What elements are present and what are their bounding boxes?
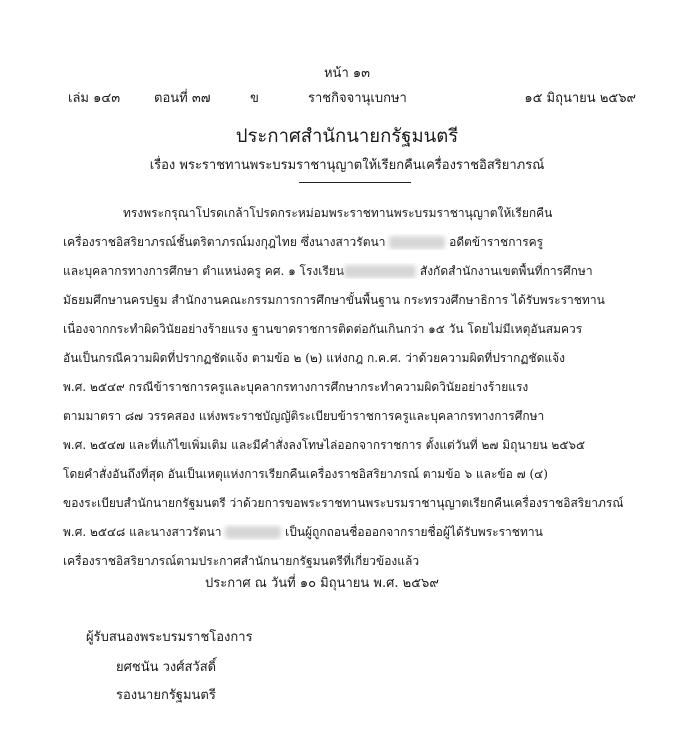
announcement-date-line: ประกาศ ณ วันที่ ๑๐ มิถุนายน พ.ศ. ๒๕๖๙ bbox=[205, 576, 439, 591]
volume-label: เล่ม ๑๔๓ bbox=[68, 91, 121, 106]
announcement-title: ประกาศสำนักนายกรัฐมนตรี bbox=[235, 126, 459, 147]
publication-date: ๑๕ มิถุนายน ๒๕๖๙ bbox=[524, 91, 636, 106]
body-line: ของระเบียบสำนักนายกรัฐมนตรี ว่าด้วยการขอพระราชทานพระบรมราชานุญาตเรียกคืนเครื่องราชอิสริยาภรณ์ bbox=[63, 496, 624, 510]
redacted-school-name bbox=[344, 265, 416, 278]
body-line: เนื่องจากกระทำผิดวินัยอย่างร้ายแรง ฐานขาดราชการติดต่อกันเกินกว่า ๑๕ วัน โดยไม่มีเหตุอันสมควร bbox=[63, 322, 583, 336]
countersign-role: ผู้รับสนองพระบรมราชโองการ bbox=[86, 630, 253, 645]
announcement-subject: เรื่อง พระราชทานพระบรมราชานุญาตให้เรียกคืนเครื่องราชอิสริยาภรณ์ bbox=[149, 158, 545, 173]
redacted-surname bbox=[389, 236, 445, 249]
body-line: พ.ศ. ๒๕๔๗ และที่แก้ไขเพิ่มเติม และมีคำสั่งลงโทษไล่ออกจากราชการ ตั้งแต่วันที่ ๒๗ มิถุนายน ๒๕๖๕ bbox=[63, 438, 586, 452]
body-line: โดยคำสั่งอันถึงที่สุด อันเป็นเหตุแห่งการเรียกคืนเครื่องราชอิสริยาภรณ์ ตามข้อ ๖ และข้อ ๗ (๔) bbox=[63, 467, 548, 481]
body-line: พ.ศ. ๒๕๔๙ กรณีข้าราชการครูและบุคลากรทางการศึกษากระทำความผิดวินัยอย่างร้ายแรง bbox=[63, 380, 529, 394]
title-divider bbox=[299, 182, 411, 183]
signatory-name: ยศชนัน วงศ์สวัสดิ์ bbox=[116, 660, 217, 675]
page-number: หน้า ๑๓ bbox=[323, 66, 371, 81]
body-line: ทรงพระกรุณาโปรดเกล้าโปรดกระหม่อมพระราชทานพระบรมราชานุญาตให้เรียกคืน bbox=[123, 206, 553, 220]
publication-name: ราชกิจจานุเบกษา bbox=[308, 91, 407, 106]
body-line: อันเป็นกรณีความผิดที่ปรากฏชัดแจ้ง ตามข้อ ๒ (๒) แห่งกฎ ก.ค.ศ. ว่าด้วยความผิดที่ปรากฏชัดแจ้ง bbox=[63, 351, 565, 365]
body-line: ตามมาตรา ๘๗ วรรคสอง แห่งพระราชบัญญัติระเบียบข้าราชการครูและบุคลากรทางการศึกษา bbox=[63, 409, 545, 423]
body-line: เครื่องราชอิสริยาภรณ์ชั้นตริตาภรณ์มงกุฎไทย ซึ่งนางสาวรัตนา อดีตข้าราชการครู bbox=[63, 235, 544, 249]
section-label: ข bbox=[250, 91, 259, 106]
gazette-header-row bbox=[68, 87, 636, 107]
part-label: ตอนที่ ๓๗ bbox=[154, 91, 211, 106]
body-line: เครื่องราชอิสริยาภรณ์ตามประกาศสำนักนายกรัฐมนตรีที่เกี่ยวข้องแล้ว bbox=[63, 554, 420, 568]
body-line: และบุคลากรทางการศึกษา ตำแหน่งครู คศ. ๑ โรงเรียน สังกัดสำนักงานเขตพื้นที่การศึกษา bbox=[63, 264, 593, 278]
body-line: มัธยมศึกษานครปฐม สำนักงานคณะกรรมการการศึกษาขั้นพื้นฐาน กระทรวงศึกษาธิการ ได้รับพระราชทาน bbox=[63, 293, 605, 307]
body-line: พ.ศ. ๒๕๔๘ และนางสาวรัตนา เป็นผู้ถูกถอนชื่อออกจากรายชื่อผู้ได้รับพระราชทาน bbox=[63, 525, 543, 539]
redacted-surname bbox=[225, 526, 281, 539]
signatory-position: รองนายกรัฐมนตรี bbox=[116, 688, 216, 703]
